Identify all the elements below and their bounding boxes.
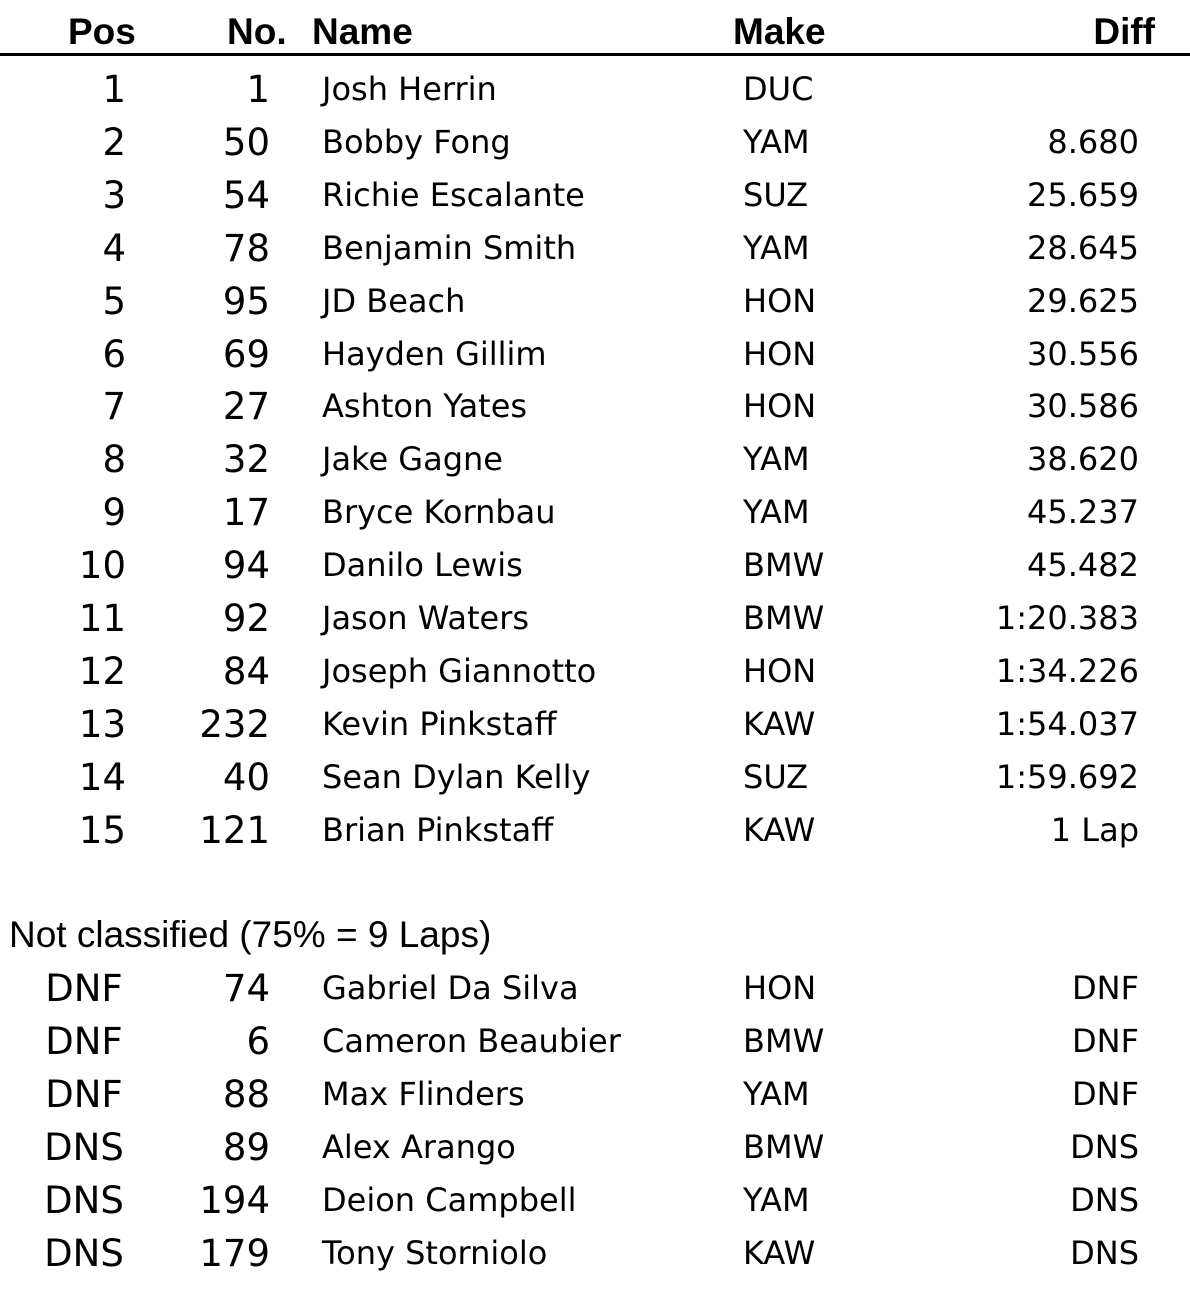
position-cell: 5	[102, 279, 126, 323]
table-row	[0, 486, 1190, 539]
header-name: Name	[312, 11, 413, 52]
make-cell: DUC	[743, 70, 814, 108]
make-cell: YAM	[743, 1074, 810, 1113]
position-cell: 15	[78, 808, 126, 852]
position-cell: DNF	[45, 1072, 123, 1116]
table-row	[0, 962, 1190, 1015]
diff-cell: 1:34.226	[995, 651, 1139, 690]
make-cell: KAW	[743, 810, 816, 849]
rider-name-cell: Alex Arango	[322, 1127, 516, 1166]
diff-cell: 45.237	[1027, 493, 1139, 532]
make-cell: BMW	[743, 546, 825, 585]
rider-name-cell: Jake Gagne	[322, 440, 503, 479]
make-cell: YAM	[743, 228, 810, 267]
rider-name-cell: Ashton Yates	[322, 387, 528, 426]
make-cell: BMW	[743, 1127, 825, 1166]
table-row	[0, 63, 1190, 116]
diff-cell: 45.482	[1027, 546, 1139, 585]
position-cell: 4	[102, 226, 126, 270]
position-cell: 13	[78, 702, 126, 746]
table-row	[0, 539, 1190, 592]
position-cell: DNS	[44, 1178, 124, 1222]
number-cell: 40	[222, 755, 270, 799]
diff-cell: 8.680	[1047, 122, 1139, 161]
make-cell: SUZ	[743, 757, 809, 796]
make-cell: KAW	[743, 704, 816, 743]
table-row	[0, 804, 1190, 857]
number-cell: 17	[222, 491, 270, 535]
position-cell: DNS	[44, 1125, 124, 1169]
number-cell: 121	[199, 808, 270, 852]
diff-cell: DNF	[1072, 1021, 1139, 1060]
make-cell: HON	[743, 969, 817, 1007]
table-row	[0, 275, 1190, 328]
diff-cell: DNS	[1070, 1127, 1139, 1166]
number-cell: 54	[222, 173, 270, 217]
position-cell: 1	[102, 68, 126, 111]
table-row	[0, 380, 1190, 433]
make-cell: HON	[743, 651, 817, 690]
make-cell: YAM	[743, 1180, 810, 1219]
table-row	[0, 1015, 1190, 1068]
table-row	[0, 645, 1190, 698]
position-cell: 6	[102, 332, 126, 376]
header-diff: Diff	[1093, 11, 1155, 52]
table-row	[0, 1174, 1190, 1227]
position-cell: 14	[78, 755, 126, 799]
rider-name-cell: Tony Storniolo	[322, 1233, 548, 1272]
number-cell: 84	[222, 649, 270, 693]
table-row	[0, 1227, 1190, 1280]
header-make: Make	[733, 11, 826, 52]
number-cell: 6	[246, 1019, 270, 1063]
rider-name-cell: Deion Campbell	[322, 1180, 577, 1219]
diff-cell: 25.659	[1027, 175, 1139, 214]
number-cell: 69	[222, 332, 270, 376]
number-cell: 27	[222, 385, 270, 429]
make-cell: SUZ	[743, 175, 809, 214]
make-cell: YAM	[743, 440, 810, 479]
position-cell: 7	[102, 385, 126, 429]
number-cell: 89	[222, 1125, 270, 1169]
number-cell: 74	[222, 967, 270, 1010]
diff-cell: 30.586	[1027, 387, 1139, 426]
position-cell: DNF	[45, 967, 123, 1010]
rider-name-cell: Benjamin Smith	[322, 228, 577, 267]
rider-name-cell: Hayden Gillim	[322, 334, 547, 373]
diff-cell: 1:54.037	[995, 704, 1139, 743]
table-row	[0, 169, 1190, 222]
diff-cell: 38.620	[1027, 440, 1139, 479]
position-cell: DNS	[44, 1231, 124, 1275]
position-cell: 2	[102, 120, 126, 164]
number-cell: 232	[199, 702, 270, 746]
position-cell: 11	[78, 597, 126, 640]
position-cell: 9	[102, 491, 126, 535]
not-classified-title: Not classified (75% = 9 Laps)	[9, 914, 492, 955]
table-row	[0, 222, 1190, 275]
number-cell: 88	[222, 1072, 270, 1116]
table-row	[0, 1068, 1190, 1121]
diff-cell: 1:59.692	[995, 757, 1139, 796]
results-header	[0, 0, 1190, 56]
header-pos: Pos	[68, 11, 136, 52]
position-cell: 8	[102, 438, 126, 482]
number-cell: 32	[222, 438, 270, 482]
table-row	[0, 116, 1190, 169]
rider-name-cell: Danilo Lewis	[322, 546, 523, 585]
make-cell: HON	[743, 387, 817, 426]
rider-name-cell: Jason Waters	[322, 599, 530, 637]
make-cell: YAM	[743, 122, 810, 161]
rider-name-cell: JD Beach	[322, 281, 466, 320]
diff-cell: 1 Lap	[1050, 810, 1139, 849]
table-row	[0, 328, 1190, 381]
diff-cell: DNF	[1072, 1074, 1139, 1113]
rider-name-cell: Gabriel Da Silva	[322, 969, 579, 1007]
rider-name-cell: Max Flinders	[322, 1074, 525, 1113]
number-cell: 179	[199, 1231, 270, 1275]
table-row	[0, 1121, 1190, 1174]
table-row	[0, 592, 1190, 645]
position-cell: 12	[78, 649, 126, 693]
diff-cell: 29.625	[1027, 281, 1139, 320]
number-cell: 94	[222, 544, 270, 588]
number-cell: 194	[199, 1178, 270, 1222]
table-row	[0, 433, 1190, 486]
diff-cell: DNF	[1072, 969, 1139, 1007]
rider-name-cell: Bryce Kornbau	[322, 493, 556, 532]
rider-name-cell: Joseph Giannotto	[322, 651, 597, 690]
number-cell: 95	[222, 279, 270, 323]
number-cell: 1	[246, 68, 270, 111]
make-cell: BMW	[743, 599, 825, 637]
diff-cell: 28.645	[1027, 228, 1139, 267]
number-cell: 78	[222, 226, 270, 270]
rider-name-cell: Cameron Beaubier	[322, 1021, 621, 1060]
make-cell: YAM	[743, 493, 810, 532]
number-cell: 50	[222, 120, 270, 164]
diff-cell: 30.556	[1027, 334, 1139, 373]
rider-name-cell: Josh Herrin	[322, 70, 497, 108]
diff-cell: DNS	[1070, 1180, 1139, 1219]
rider-name-cell: Bobby Fong	[322, 122, 511, 161]
table-row	[0, 698, 1190, 751]
rider-name-cell: Richie Escalante	[322, 175, 585, 214]
diff-cell: 1:20.383	[995, 599, 1139, 637]
make-cell: BMW	[743, 1021, 825, 1060]
table-row	[0, 751, 1190, 804]
number-cell: 92	[222, 597, 270, 640]
diff-cell: DNS	[1070, 1233, 1139, 1272]
rider-name-cell: Kevin Pinkstaff	[322, 704, 557, 743]
rider-name-cell: Sean Dylan Kelly	[322, 757, 591, 796]
position-cell: 3	[102, 173, 126, 217]
make-cell: HON	[743, 281, 817, 320]
rider-name-cell: Brian Pinkstaff	[322, 810, 554, 849]
make-cell: KAW	[743, 1233, 816, 1272]
position-cell: 10	[78, 544, 126, 588]
make-cell: HON	[743, 334, 817, 373]
header-number: No.	[227, 11, 287, 52]
position-cell: DNF	[45, 1019, 123, 1063]
